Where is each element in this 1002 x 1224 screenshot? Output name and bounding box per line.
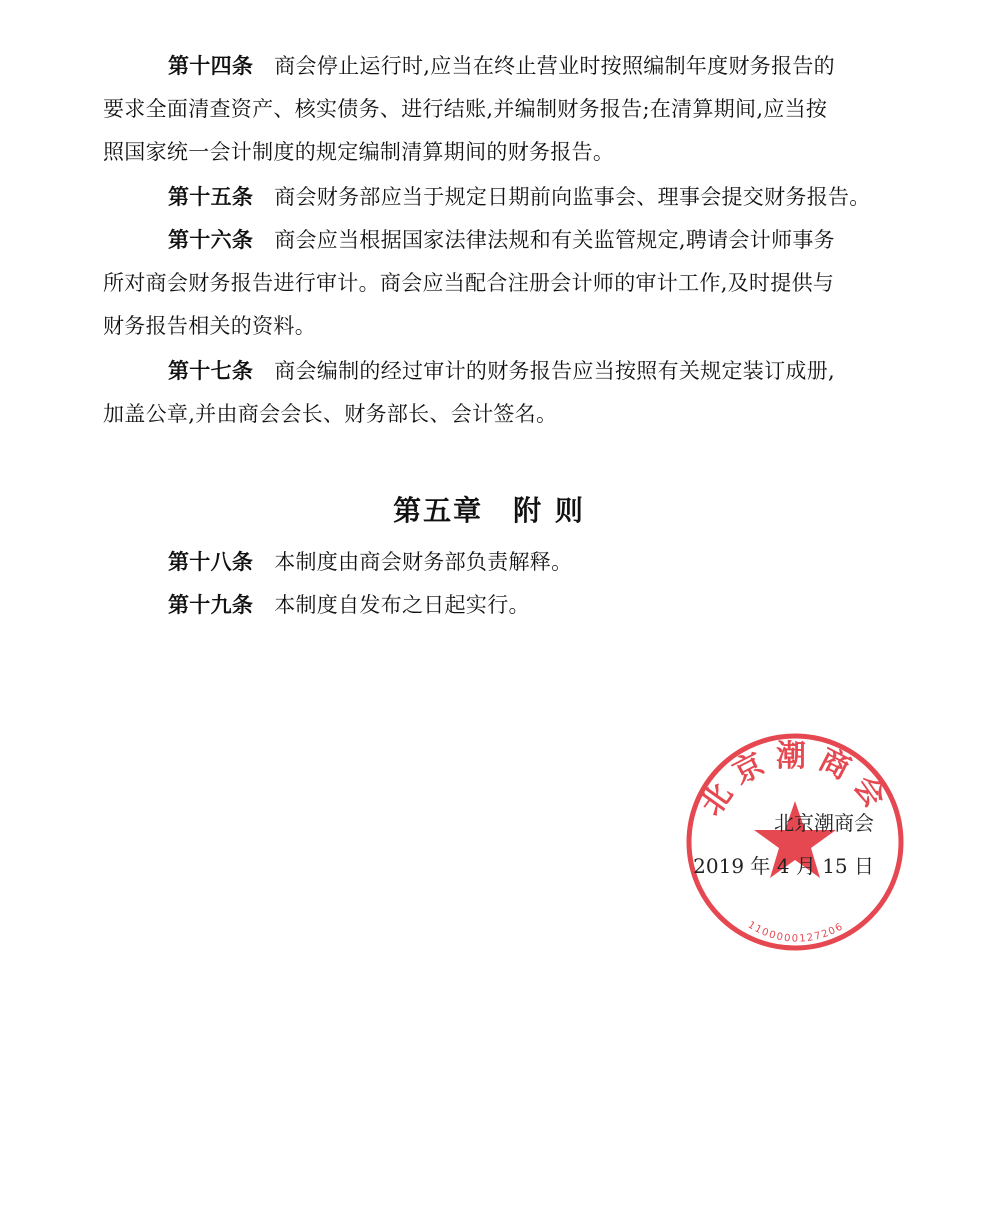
official-seal xyxy=(684,731,906,953)
article-18 xyxy=(103,541,903,584)
article-label: 第十四条 xyxy=(168,54,254,78)
article-text-line: 照国家统一会计制度的规定编制清算期间的财务报告。 xyxy=(103,140,615,164)
article-label: 第十六条 xyxy=(168,228,254,252)
article-label: 第十八条 xyxy=(168,550,254,574)
article-text-line: 商会停止运行时,应当在终止营业时按照编制年度财务报告的 xyxy=(274,54,835,78)
article-text-line: 商会应当根据国家法律法规和有关监管规定,聘请会计师事务 xyxy=(274,228,835,252)
article-text-line: 商会财务部应当于规定日期前向监事会、理事会提交财务报告。 xyxy=(274,185,871,209)
article-text-line: 本制度由商会财务部负责解释。 xyxy=(274,550,573,574)
chapter-title: 第五章 附 则 xyxy=(393,494,585,527)
seal-number: 1100000127206 xyxy=(745,919,846,945)
article-text-line: 所对商会财务报告进行审计。商会应当配合注册会计师的审计工作,及时提供与 xyxy=(103,271,835,295)
article-16 xyxy=(103,219,903,348)
article-text-line: 商会编制的经过审计的财务报告应当按照有关规定装订成册, xyxy=(274,359,835,383)
article-14 xyxy=(103,45,903,174)
article-text-line: 本制度自发布之日起实行。 xyxy=(274,593,530,617)
article-19 xyxy=(103,584,903,627)
signature-date: 2019 年 4 月 15 日 xyxy=(693,854,874,878)
signature-org: 北京潮商会 xyxy=(774,811,874,835)
article-text-line: 财务报告相关的资料。 xyxy=(103,314,316,338)
article-label: 第十七条 xyxy=(168,359,254,383)
seal-arc-text: 北京潮商会 xyxy=(693,738,899,823)
article-15 xyxy=(103,176,903,219)
article-text-line: 要求全面清查资产、核实债务、进行结账,并编制财务报告;在清算期间,应当按 xyxy=(103,97,828,121)
article-text-line: 加盖公章,并由商会会长、财务部长、会计签名。 xyxy=(103,402,558,426)
article-label: 第十五条 xyxy=(168,185,254,209)
article-17 xyxy=(103,350,903,436)
article-label: 第十九条 xyxy=(168,593,254,617)
